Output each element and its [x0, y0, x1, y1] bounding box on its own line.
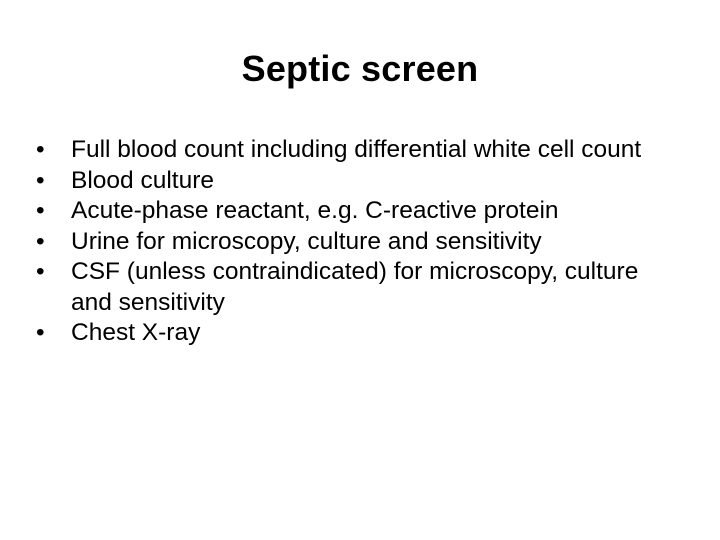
bullet-icon: •	[36, 227, 45, 255]
bullet-text: Blood culture	[71, 166, 215, 194]
bullet-icon: •	[36, 319, 45, 346]
list-item	[36, 196, 686, 227]
bullet-icon: •	[36, 258, 45, 285]
list-item	[36, 257, 686, 318]
bullet-icon: •	[36, 197, 45, 224]
bullet-icon: •	[36, 166, 45, 194]
bullet-text: CSF (unless contraindicated) for microscopy, culture and sensitivity	[71, 258, 639, 316]
list-item	[36, 166, 686, 197]
bullet-text: Acute-phase reactant, e.g. C-reactive protein	[71, 197, 559, 224]
bullet-text: Chest X-ray	[71, 319, 201, 346]
bullet-text: Urine for microscopy, culture and sensitivity	[71, 227, 542, 255]
slide-title: Septic screen	[241, 48, 479, 89]
bullet-list	[36, 135, 686, 349]
list-item	[36, 318, 686, 349]
list-item	[36, 135, 686, 166]
list-item	[36, 227, 686, 258]
bullet-text: Full blood count including differential white cell count	[71, 136, 642, 163]
bullet-icon: •	[36, 136, 45, 163]
